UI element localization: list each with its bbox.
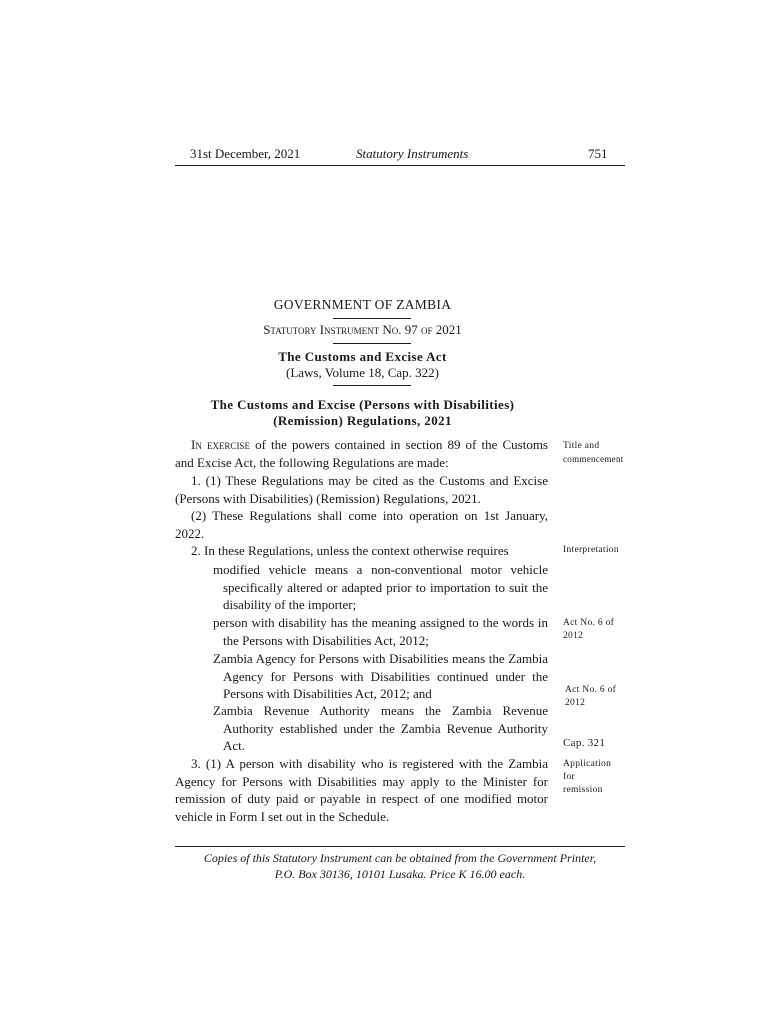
definition-zambia-revenue-authority: Zambia Revenue Authority means the Zambia Revenue Authority established under the Zambia Revenue Authority Act.: [213, 703, 548, 753]
margin-note-line: for: [563, 772, 575, 782]
margin-note-interpretation: Interpretation: [563, 545, 619, 555]
preamble-text: of the powers contained in section 89 of the Customs and Excise Act, the following Regulations are made:: [175, 437, 548, 470]
definition-person-with-disability: person with disability has the meaning assigned to the words in the Persons with Disabilities Act, 2012;: [213, 615, 548, 648]
regulation-2: 2. In these Regulations, unless the context otherwise requires: [191, 543, 509, 558]
regulation-1-2: (2) These Regulations shall come into operation on 1st January, 2022.: [175, 508, 548, 541]
margin-note-act-6-2012-a: [563, 617, 643, 643]
header-rule: [175, 165, 625, 166]
margin-note-line: 2012: [565, 698, 586, 708]
title-rule-3: [333, 385, 411, 386]
government-heading: GOVERNMENT OF ZAMBIA: [273, 297, 452, 312]
regulations-title-line1: The Customs and Excise (Persons with Disabilities): [210, 397, 515, 412]
page-number: 751: [588, 146, 608, 161]
header-date: 31st December, 2021: [190, 146, 301, 161]
title-rule-2: [333, 343, 411, 344]
act-title: The Customs and Excise Act: [278, 349, 447, 364]
margin-note-act-6-2012-b: [565, 684, 645, 710]
instrument-number: Statutory Instrument No. 97 of 2021: [263, 322, 462, 337]
margin-note-line: commencement: [563, 454, 624, 464]
margin-note-line: 2012: [563, 631, 584, 641]
preamble: [175, 436, 548, 471]
footer-line-1: Copies of this Statutory Instrument can be obtained from the Government Printer,: [203, 851, 597, 865]
margin-note-title-commencement: [563, 440, 643, 466]
preamble-lead: In exercise: [191, 437, 250, 452]
definition-modified-vehicle: modified vehicle means a non-conventional motor vehicle specifically altered or adapted prior to importation to suit the disability of the importer;: [213, 562, 548, 612]
act-reference: (Laws, Volume 18, Cap. 322): [286, 365, 439, 380]
footer-line-2: P.O. Box 30136, 10101 Lusaka. Price K 16.00 each.: [274, 867, 526, 881]
margin-note-line: Application: [563, 759, 612, 769]
margin-note-application-remission: [563, 758, 643, 797]
margin-note-cap-321: Cap. 321: [563, 737, 606, 749]
margin-note-line: remission: [563, 785, 603, 795]
margin-note-line: Title and: [563, 441, 600, 451]
footer-rule: [175, 846, 625, 847]
title-rule-1: [333, 318, 411, 319]
margin-note-line: Act No. 6 of: [563, 618, 615, 628]
regulations-title-line2: (Remission) Regulations, 2021: [273, 413, 452, 428]
header-journal: Statutory Instruments: [356, 146, 469, 161]
regulation-1-1: 1. (1) These Regulations may be cited as the Customs and Excise (Persons with Disabilities) (Remission) Regulations, 2021.: [175, 473, 548, 506]
margin-note-line: Act No. 6 of: [565, 685, 617, 695]
regulation-3: 3. (1) A person with disability who is registered with the Zambia Agency for Persons with Disabilities may apply to the Minister for remission of duty paid or payable in respect of one modified motor vehicle in Form I set out in the Schedule.: [175, 756, 548, 824]
definition-zambia-agency: Zambia Agency for Persons with Disabilities means the Zambia Agency for Persons with Disabilities continued under the Persons with Disabilities Act, 2012; and: [213, 651, 548, 701]
